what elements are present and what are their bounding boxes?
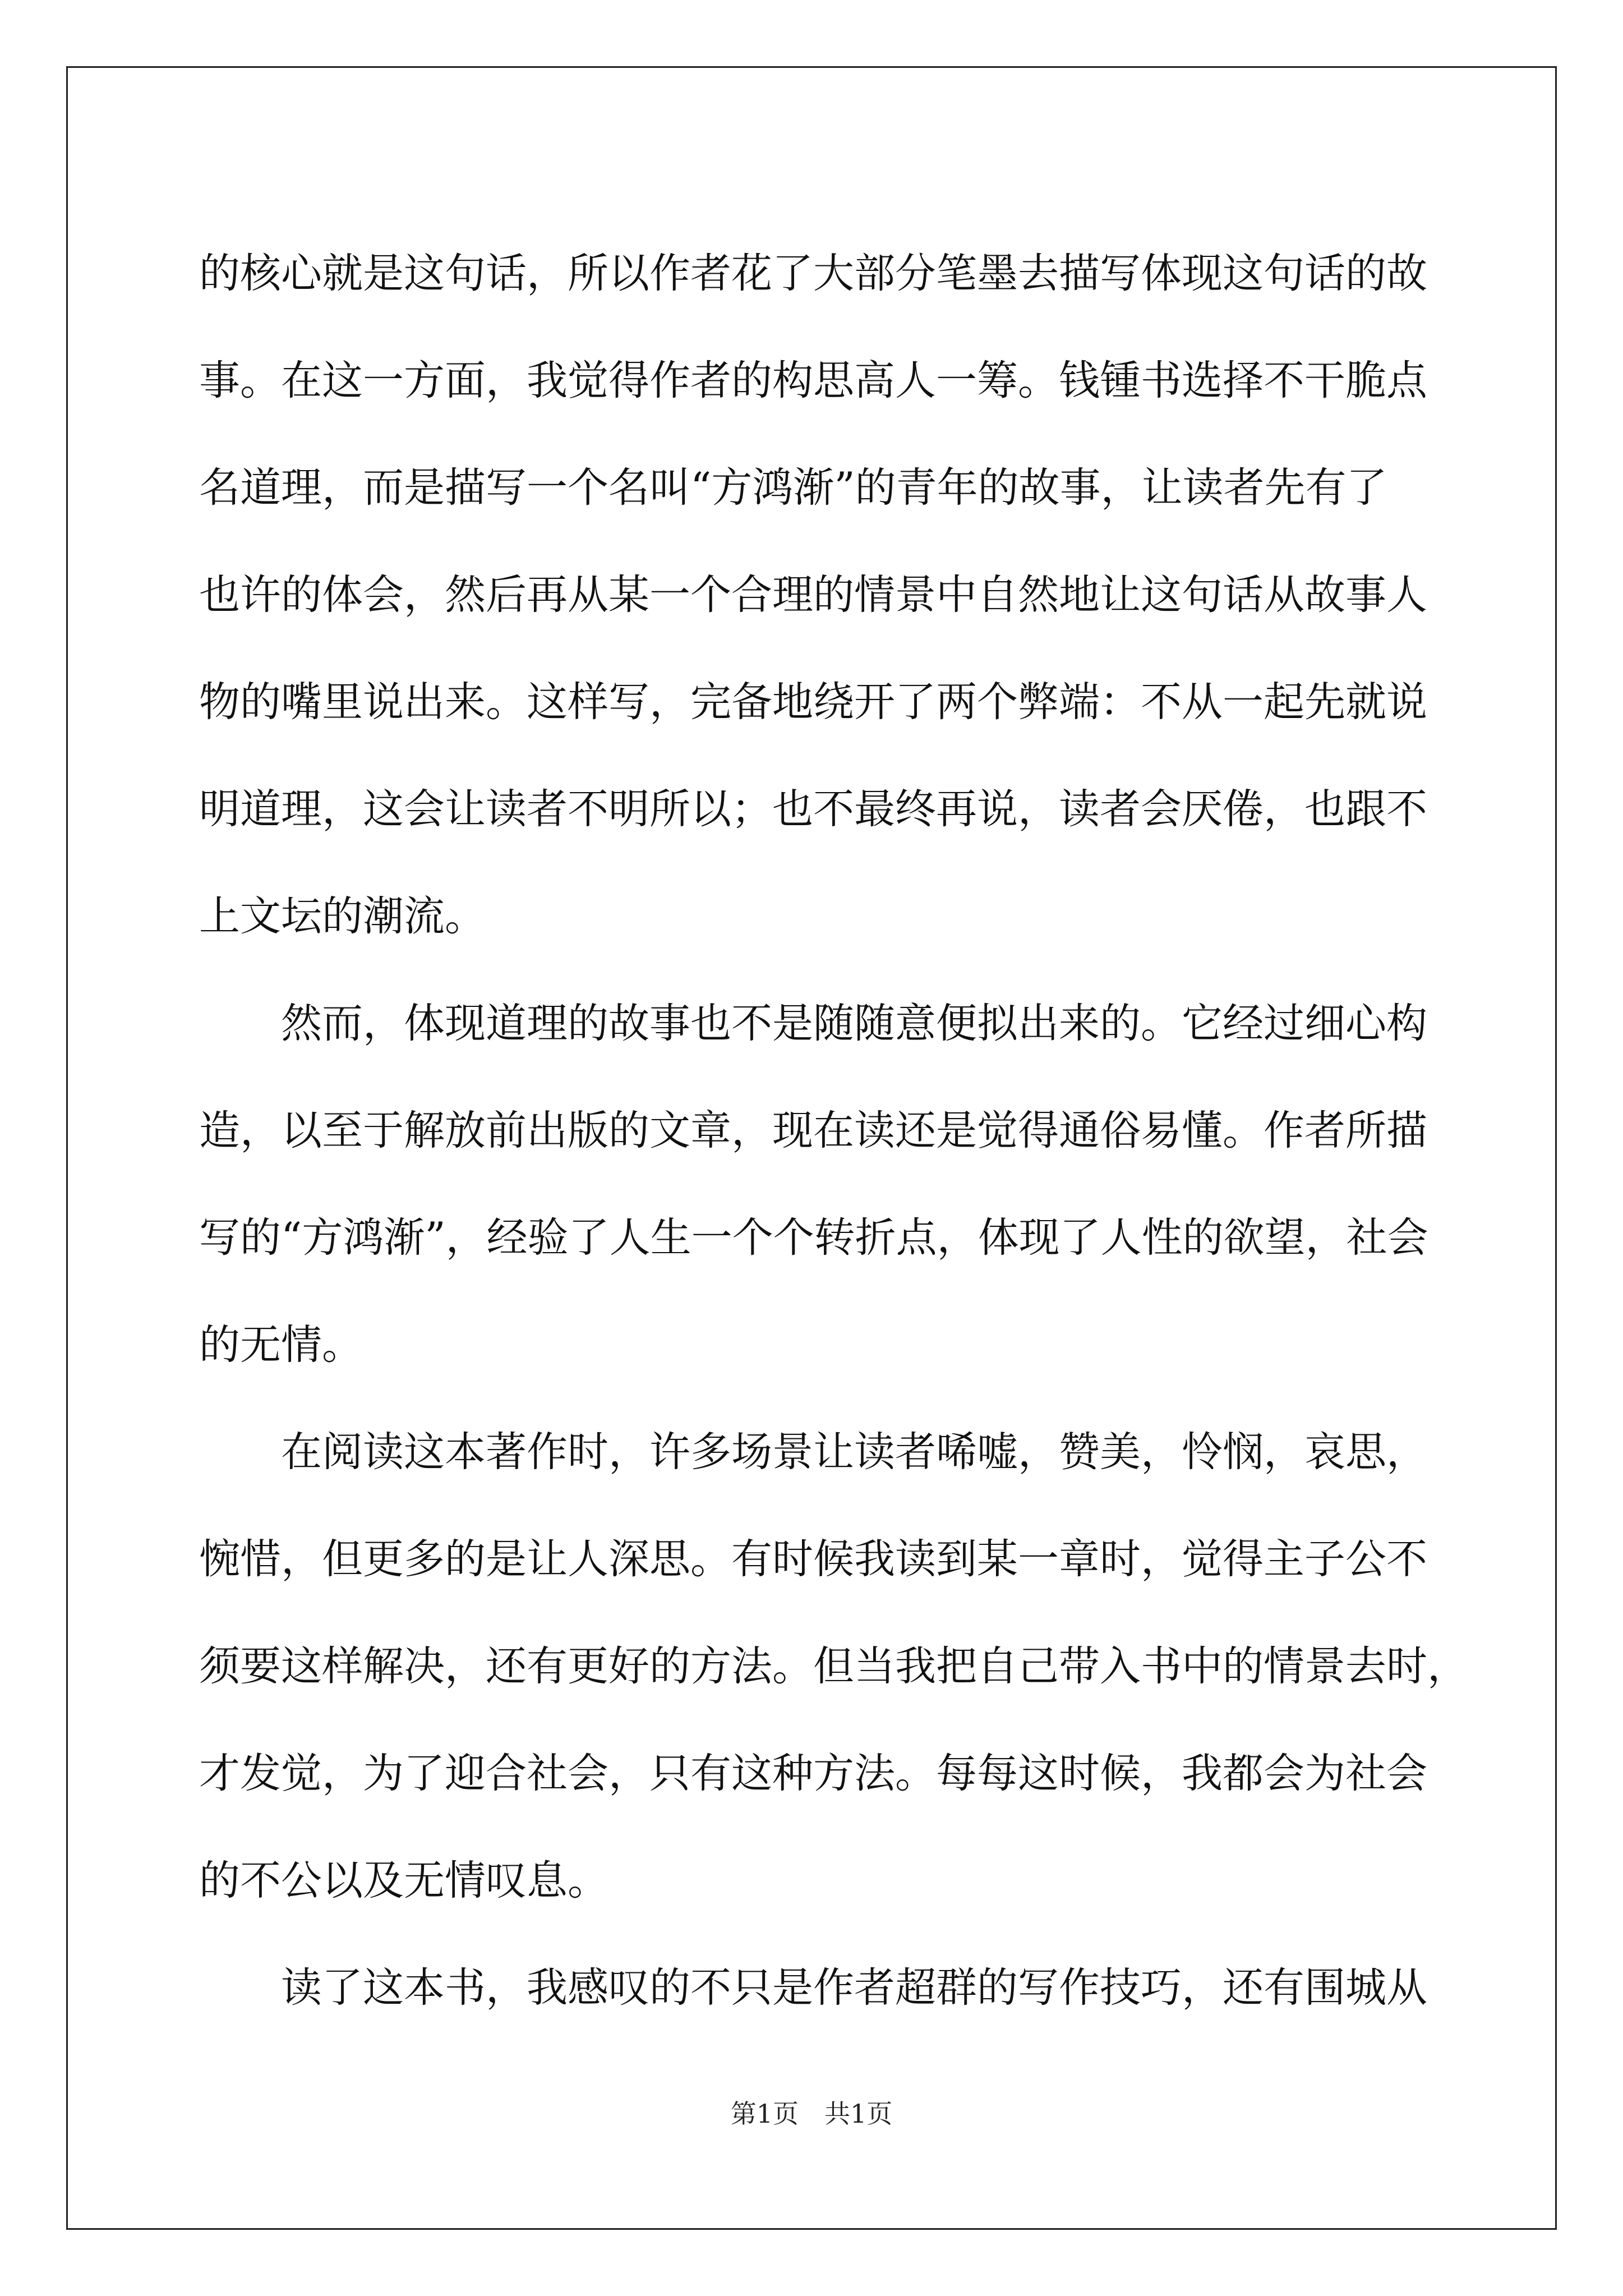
page-number: 第1页 共1页 [730, 2099, 893, 2129]
text-line: 上文坛的潮流。 [199, 892, 486, 940]
text-line: 造，以至于解放前出版的文章，现在读还是觉得通俗易懂。作者所描 [199, 1107, 1427, 1154]
text-line: 事。在这一方面，我觉得作者的构思高人一筹。钱锺书选择不干脆点 [199, 357, 1427, 404]
text-line: 的不公以及无情叹息。 [199, 1857, 608, 1904]
text-line: 须要这样解决，还有更好的方法。但当我把自己带入书中的情景去时， [199, 1642, 1468, 1690]
text-line: 惋惜，但更多的是让人深思。有时候我读到某一章时，觉得主子公不 [199, 1535, 1427, 1583]
paragraph-3 [199, 1398, 1468, 1934]
document-body [199, 220, 1468, 2041]
paragraph-4 [199, 1934, 1455, 2041]
text-line: 的核心就是这句话，所以作者花了大部分笔墨去描写体现这句话的故 [199, 250, 1427, 297]
text-line: 读了这本书，我感叹的不只是作者超群的写作技巧，还有围城从 [281, 1964, 1427, 2012]
text-line: 在阅读这本著作时，许多场景让读者唏嘘，赞美，怜悯，哀思， [281, 1428, 1427, 1476]
text-line: 也许的体会，然后再从某一个合理的情景中自然地让这句话从故事人 [199, 571, 1427, 619]
text-line: 写的“方鸿渐”，经验了人生一个个转折点，体现了人性的欲望，社会 [199, 1214, 1428, 1262]
text-line: 然而，体现道理的故事也不是随随意便拟出来的。它经过细心构 [281, 1000, 1427, 1047]
text-line: 物的嘴里说出来。这样写，完备地绕开了两个弊端：不从一起先就说 [199, 678, 1427, 726]
text-line: 才发觉，为了迎合社会，只有这种方法。每每这时候，我都会为社会 [199, 1750, 1427, 1797]
text-line: 的无情。 [199, 1321, 363, 1369]
text-line: 名道理，而是描写一个名叫“方鸿渐”的青年的故事，让读者先有了 [199, 464, 1387, 512]
paragraph-2 [199, 970, 1455, 1398]
text-line: 明道理，这会让读者不明所以；也不最终再说，读者会厌倦，也跟不 [199, 785, 1427, 833]
paragraph-1 [199, 220, 1455, 970]
